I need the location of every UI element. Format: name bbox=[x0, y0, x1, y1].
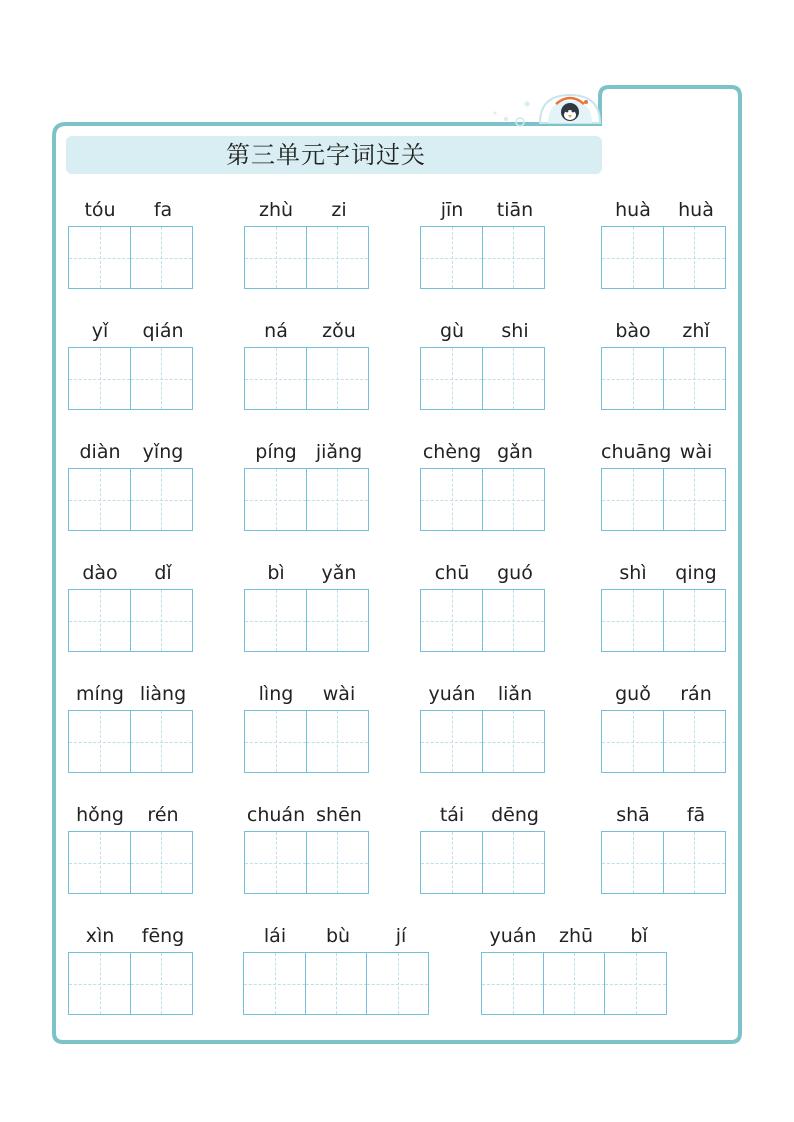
writing-cell[interactable] bbox=[244, 710, 307, 773]
writing-cell[interactable] bbox=[481, 952, 544, 1015]
writing-cells bbox=[420, 589, 543, 652]
writing-cells bbox=[68, 226, 191, 289]
writing-cell[interactable] bbox=[420, 710, 483, 773]
writing-cell[interactable] bbox=[306, 831, 369, 894]
writing-cell[interactable] bbox=[306, 468, 369, 531]
pinyin-label: gù bbox=[439, 320, 465, 342]
pinyin-label: zhū bbox=[558, 925, 594, 947]
pinyin-label: tiān bbox=[496, 199, 534, 221]
writing-cell[interactable] bbox=[601, 831, 664, 894]
writing-cell[interactable] bbox=[244, 226, 307, 289]
writing-cell[interactable] bbox=[306, 347, 369, 410]
pinyin-label: qián bbox=[142, 320, 184, 342]
writing-cells bbox=[601, 226, 724, 289]
writing-cell[interactable] bbox=[482, 468, 545, 531]
writing-cells bbox=[601, 710, 724, 773]
writing-cell[interactable] bbox=[601, 589, 664, 652]
writing-cells bbox=[420, 710, 543, 773]
writing-cells bbox=[601, 589, 724, 652]
pinyin-label: yuán bbox=[489, 925, 537, 947]
writing-cell[interactable] bbox=[244, 589, 307, 652]
writing-cell[interactable] bbox=[68, 226, 131, 289]
pinyin-label: hǒng bbox=[76, 804, 124, 826]
pinyin-label: huà bbox=[615, 199, 651, 221]
writing-cells bbox=[68, 952, 191, 1015]
pinyin-label: dēng bbox=[491, 804, 539, 826]
pinyin-label: zhù bbox=[258, 199, 294, 221]
writing-cells bbox=[68, 347, 191, 410]
writing-cell[interactable] bbox=[68, 468, 131, 531]
writing-cells bbox=[601, 831, 724, 894]
pinyin-label: zi bbox=[331, 199, 347, 221]
pinyin-label: jiǎng bbox=[315, 441, 363, 463]
writing-cell[interactable] bbox=[601, 226, 664, 289]
pinyin-label: yuán bbox=[428, 683, 476, 705]
writing-cell[interactable] bbox=[482, 710, 545, 773]
pinyin-label: dǐ bbox=[154, 562, 172, 584]
writing-cell[interactable] bbox=[130, 589, 193, 652]
pinyin-label: zǒu bbox=[322, 320, 356, 342]
writing-cell[interactable] bbox=[306, 589, 369, 652]
pinyin-label: dào bbox=[82, 562, 118, 584]
writing-cell[interactable] bbox=[482, 347, 545, 410]
pinyin-label: fēng bbox=[141, 925, 185, 947]
pinyin-label: guǒ bbox=[615, 683, 651, 705]
writing-cell[interactable] bbox=[130, 831, 193, 894]
pinyin-label: jīn bbox=[440, 199, 464, 221]
writing-cell[interactable] bbox=[601, 468, 664, 531]
writing-cell[interactable] bbox=[244, 347, 307, 410]
writing-cell[interactable] bbox=[130, 468, 193, 531]
pinyin-label: lìng bbox=[258, 683, 294, 705]
writing-cell[interactable] bbox=[420, 831, 483, 894]
writing-cell[interactable] bbox=[68, 710, 131, 773]
pinyin-label: bào bbox=[615, 320, 651, 342]
writing-cells bbox=[244, 710, 367, 773]
writing-cells bbox=[244, 468, 367, 531]
pinyin-label: shi bbox=[501, 320, 529, 342]
pinyin-label: lái bbox=[263, 925, 287, 947]
writing-cell[interactable] bbox=[543, 952, 606, 1015]
writing-cell[interactable] bbox=[663, 710, 726, 773]
writing-cell[interactable] bbox=[420, 468, 483, 531]
pinyin-label: shì bbox=[619, 562, 647, 584]
writing-cells bbox=[420, 831, 543, 894]
pinyin-label: jí bbox=[395, 925, 407, 947]
writing-cells bbox=[68, 831, 191, 894]
pinyin-label: qing bbox=[675, 562, 717, 584]
pinyin-label: wài bbox=[322, 683, 356, 705]
writing-cell[interactable] bbox=[68, 952, 131, 1015]
pinyin-label: fā bbox=[686, 804, 706, 826]
writing-cell[interactable] bbox=[420, 226, 483, 289]
writing-cell[interactable] bbox=[663, 589, 726, 652]
pinyin-label: guó bbox=[497, 562, 533, 584]
writing-cells bbox=[420, 468, 543, 531]
pinyin-label: chū bbox=[434, 562, 470, 584]
pinyin-label: shēn bbox=[316, 804, 362, 826]
pinyin-label: zhǐ bbox=[682, 320, 710, 342]
writing-cell[interactable] bbox=[305, 952, 368, 1015]
writing-cell[interactable] bbox=[130, 347, 193, 410]
pinyin-label: yǐng bbox=[142, 441, 184, 463]
pinyin-label: chèng bbox=[422, 441, 482, 463]
writing-cells bbox=[420, 347, 543, 410]
pinyin-label: rán bbox=[680, 683, 712, 705]
pinyin-label: fa bbox=[153, 199, 173, 221]
writing-cell[interactable] bbox=[366, 952, 429, 1015]
writing-cell[interactable] bbox=[306, 710, 369, 773]
writing-cell[interactable] bbox=[130, 952, 193, 1015]
pinyin-label: shā bbox=[616, 804, 650, 826]
writing-cells bbox=[244, 589, 367, 652]
writing-cells bbox=[68, 710, 191, 773]
pinyin-label: tóu bbox=[84, 199, 116, 221]
writing-cells bbox=[244, 347, 367, 410]
pinyin-label: ná bbox=[264, 320, 288, 342]
writing-cells bbox=[244, 226, 367, 289]
writing-cell[interactable] bbox=[482, 226, 545, 289]
penguin-icon bbox=[540, 95, 600, 123]
pinyin-label: diàn bbox=[79, 441, 121, 463]
pinyin-label: gǎn bbox=[497, 441, 533, 463]
writing-cell[interactable] bbox=[244, 831, 307, 894]
pinyin-label: yǎn bbox=[321, 562, 357, 584]
pinyin-label: chuán bbox=[246, 804, 306, 826]
writing-cells bbox=[601, 347, 724, 410]
writing-cell[interactable] bbox=[244, 468, 307, 531]
pinyin-label: wài bbox=[679, 441, 713, 463]
writing-cells bbox=[420, 226, 543, 289]
writing-cell[interactable] bbox=[482, 831, 545, 894]
pinyin-label: chuāng bbox=[601, 441, 672, 463]
writing-cells bbox=[481, 952, 666, 1015]
pinyin-label: bù bbox=[325, 925, 351, 947]
pinyin-label: rén bbox=[147, 804, 179, 826]
writing-cell[interactable] bbox=[68, 589, 131, 652]
writing-cell[interactable] bbox=[601, 347, 664, 410]
pinyin-label: bì bbox=[267, 562, 285, 584]
writing-cell[interactable] bbox=[420, 347, 483, 410]
pinyin-label: míng bbox=[76, 683, 124, 705]
writing-cell[interactable] bbox=[663, 468, 726, 531]
writing-cell[interactable] bbox=[663, 347, 726, 410]
pinyin-label: huà bbox=[678, 199, 714, 221]
writing-cell[interactable] bbox=[604, 952, 667, 1015]
writing-cells bbox=[68, 468, 191, 531]
writing-cell[interactable] bbox=[130, 226, 193, 289]
pinyin-label: liǎn bbox=[497, 683, 533, 705]
writing-cell[interactable] bbox=[243, 952, 306, 1015]
page-title: 第三单元字词过关 bbox=[226, 141, 426, 169]
pinyin-label: píng bbox=[255, 441, 297, 463]
writing-cell[interactable] bbox=[68, 347, 131, 410]
writing-cell[interactable] bbox=[68, 831, 131, 894]
writing-cell[interactable] bbox=[482, 589, 545, 652]
writing-cells bbox=[243, 952, 428, 1015]
writing-cell[interactable] bbox=[663, 831, 726, 894]
writing-cells bbox=[244, 831, 367, 894]
writing-cell[interactable] bbox=[420, 589, 483, 652]
writing-cells bbox=[68, 589, 191, 652]
pinyin-label: yǐ bbox=[91, 320, 109, 342]
pinyin-label: bǐ bbox=[630, 925, 648, 947]
pinyin-label: tái bbox=[439, 804, 465, 826]
writing-cell[interactable] bbox=[130, 710, 193, 773]
writing-cell[interactable] bbox=[663, 226, 726, 289]
pinyin-label: liàng bbox=[139, 683, 187, 705]
writing-cell[interactable] bbox=[306, 226, 369, 289]
writing-cell[interactable] bbox=[601, 710, 664, 773]
pinyin-label: xìn bbox=[85, 925, 115, 947]
writing-cells bbox=[601, 468, 724, 531]
